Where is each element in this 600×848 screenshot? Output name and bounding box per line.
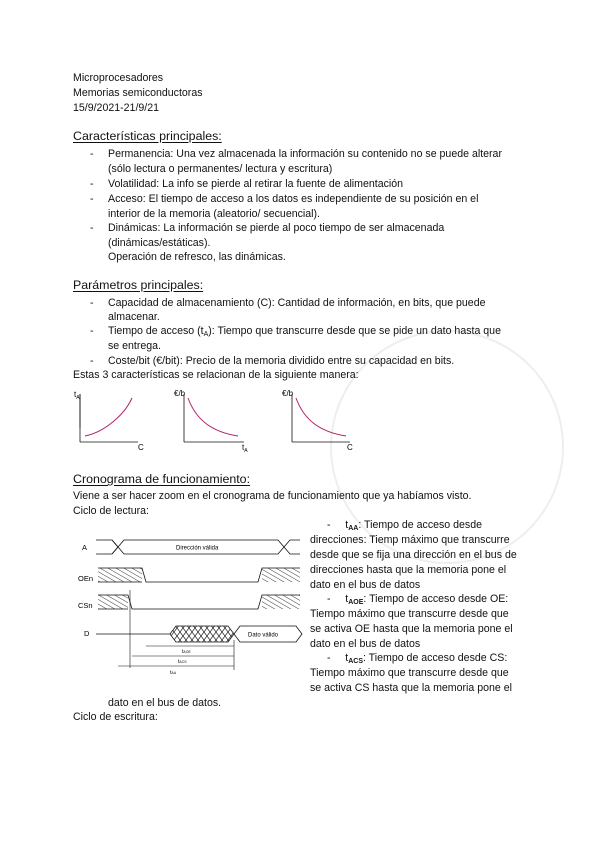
y-label: $t_A$ — [74, 390, 80, 401]
x-label: C — [347, 443, 353, 452]
item-permanencia-line2: (sólo lectura o permanentes/ lectura y escritura) — [108, 163, 333, 175]
graph-2 — [174, 389, 248, 454]
curve-decreasing — [296, 398, 346, 436]
param-capacidad-line1: Capacidad de almacenamiento (C): Cantidad de información, en bits, que puede — [108, 297, 486, 309]
t-aoe-label: tAOE — [182, 649, 191, 655]
bullet-dash: - — [90, 325, 94, 337]
param-tiempo-pre: Tiempo de acceso (t — [108, 325, 204, 337]
signal-csn-label: CSn — [78, 601, 93, 610]
taa-line3: desde que se fija una dirección en el bus de — [310, 549, 517, 561]
section-parametros: Parámetros principales: — [73, 278, 204, 292]
section-cronograma: Cronograma de funcionamiento: — [73, 472, 251, 486]
tacs-line1: - $t_{ACS}$: Tiempo de acceso desde CS: — [327, 652, 508, 665]
param-capacidad-line2: almacenar. — [108, 311, 160, 323]
item-permanencia-line1: Permanencia: Una vez almacenada la información su contenido no se puede alterar — [108, 148, 502, 160]
param-tiempo-post: ): Tiempo que transcurre desde que se pide un dato hasta que — [208, 325, 501, 337]
ciclo-lectura: Ciclo de lectura: — [73, 505, 149, 517]
bullet-dash: - — [90, 222, 94, 234]
addr-valid-label: Dirección válida — [176, 545, 219, 552]
course-name: Microprocesadores — [73, 72, 164, 84]
graph-1 — [74, 390, 144, 452]
y-label: €/b — [282, 389, 294, 398]
taa-line5: dato en el bus de datos — [310, 579, 421, 591]
x-label: C — [138, 443, 144, 452]
param-coste: Coste/bit (€/bit): Precio de la memoria dividido entre su capacidad en bits. — [108, 355, 455, 367]
taa-line2: direcciones: Tiemp máximo que transcurre — [310, 534, 510, 546]
graphs-canvas — [70, 384, 370, 456]
signal-oen-label: OEn — [78, 574, 94, 583]
item-acceso-line2: interior de la memoria (aleatorio/ secuencial). — [108, 208, 320, 220]
signal-d-trace — [96, 626, 302, 642]
signal-a-trace — [96, 540, 300, 554]
item-volatilidad: Volatilidad: La info se pierde al retirar la fuente de alimentación — [108, 178, 404, 190]
topic-name: Memorias semiconductoras — [73, 87, 203, 99]
item-acceso-line1: Acceso: El tiempo de acceso a los datos es independiente de su posición en el — [108, 193, 479, 205]
bullet-dash: - — [90, 178, 94, 190]
ciclo-escritura: Ciclo de escritura: — [73, 711, 158, 723]
bullet-dash: - — [90, 297, 94, 309]
timing-diagram — [78, 528, 306, 678]
signal-d-label: D — [84, 629, 90, 638]
tacs-line2: Tiempo máximo que transcurre desde que — [310, 667, 509, 679]
data-valid-label: Dato válido — [248, 632, 279, 639]
tacs-line4: dato en el bus de datos. — [108, 697, 222, 709]
timing-arrows — [118, 640, 234, 676]
taoe-line3: se activa OE hasta que la memoria pone el — [310, 623, 513, 635]
section-caracteristicas: Características principales: — [73, 129, 222, 143]
t-acs-label: tACS — [178, 659, 187, 665]
tacs-line3: se activa CS hasta que la memoria pone el — [310, 682, 512, 694]
bullet-dash: - — [90, 355, 94, 367]
bullet-dash: - — [90, 148, 94, 160]
taoe-line1: - $t_{AOE}$: Tiempo de acceso desde OE: — [327, 593, 509, 606]
graph-3 — [282, 389, 353, 452]
signal-oen-trace — [98, 568, 300, 582]
y-label: €/b — [174, 389, 186, 398]
taoe-line2: Tiempo máximo que transcurre desde que — [310, 608, 509, 620]
param-tiempo-line2: se entrega. — [108, 340, 162, 352]
x-label: $t_A$ — [242, 443, 248, 454]
param-tiempo-sub: A — [203, 331, 209, 338]
date-range: 15/9/2021-21/9/21 — [73, 102, 160, 114]
item-dinamicas-line1: Dinámicas: La información se pierde al poco tiempo de ser almacenada — [108, 222, 445, 234]
signal-a-label: A — [82, 543, 88, 552]
taa-line1: - $t_{AA}$: Tiempo de acceso desde — [327, 519, 482, 532]
taoe-line4: dato en el bus de datos — [310, 638, 421, 650]
param-tiempo-line1 — [108, 324, 501, 339]
item-dinamicas-line3: Operación de refresco, las dinámicas. — [108, 251, 286, 263]
relation-text: Estas 3 características se relacionan de la siguiente manera: — [73, 369, 359, 381]
taa-line4: direcciones hasta que la memoria pone el — [310, 564, 507, 576]
curve-increasing — [85, 398, 132, 436]
bullet-dash: - — [90, 193, 94, 205]
curve-decreasing — [188, 398, 238, 436]
t-aa-label: tAA — [170, 670, 177, 676]
item-dinamicas-line2: (dinámicas/estáticas). — [108, 237, 211, 249]
cronograma-intro: Viene a ser hacer zoom en el cronograma de funcionamiento que ya habíamos visto. — [73, 490, 472, 502]
